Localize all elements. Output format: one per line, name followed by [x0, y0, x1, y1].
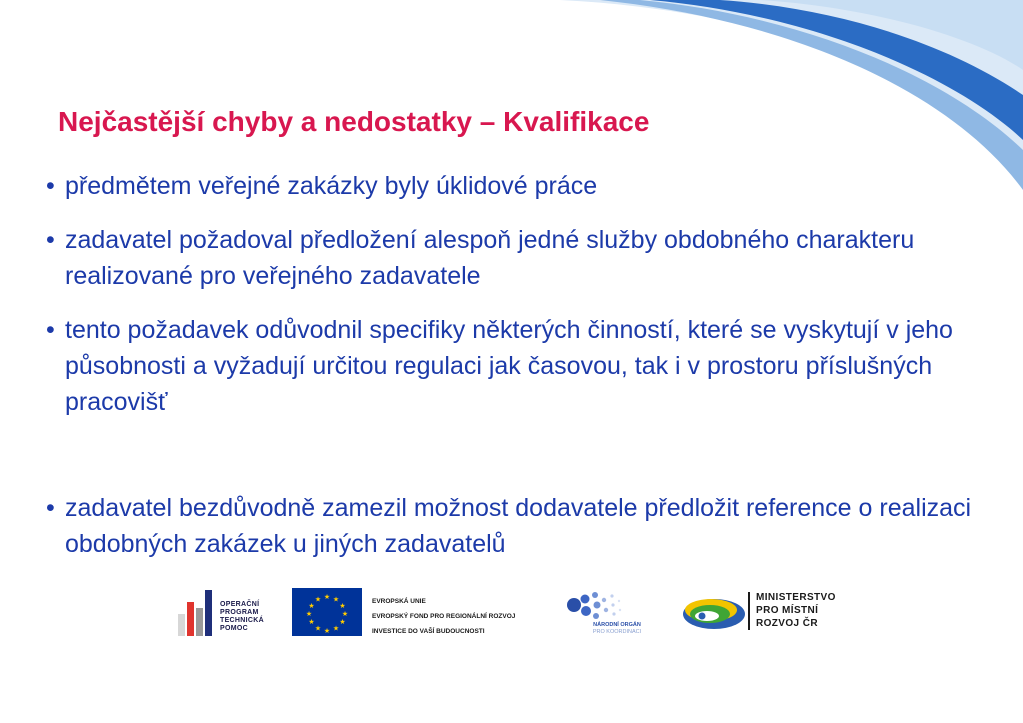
- narodni-organ-subtitle: PRO KOORDINACI: [592, 629, 642, 635]
- bullet-text: předmětem veřejné zakázky byly úklidové práce: [65, 172, 598, 200]
- bullet-text: tento požadavek odůvodnil specifiky některých činností, které se vyskytují v jeho působnosti a vyžadují určitou regulaci jak časovou, tak i v prostoru příslušných pracovišť: [65, 316, 953, 416]
- narodni-organ-title: NÁRODNÍ ORGÁN: [593, 622, 641, 628]
- footer-logos: [0, 580, 1023, 650]
- svg-text:★: ★: [314, 624, 322, 633]
- bullet-item: [44, 222, 1004, 294]
- svg-text:★: ★: [323, 593, 331, 601]
- svg-text:★: ★: [308, 618, 315, 626]
- optp-line: POMOC: [220, 625, 248, 632]
- svg-text:★: ★: [341, 610, 349, 618]
- bullet-item: [44, 168, 1004, 204]
- eu-logo-text: [372, 594, 515, 639]
- optp-logo-icon: [176, 588, 216, 636]
- mmr-divider: [748, 592, 750, 630]
- narodni-organ-logo-icon: [560, 585, 660, 645]
- eu-line: EVROPSKÝ FOND PRO REGIONÁLNÍ ROZVOJ: [372, 613, 516, 620]
- bullet-list: [44, 168, 1004, 580]
- bullet-item: [44, 312, 1004, 420]
- mmr-line: MINISTERSTVO: [756, 592, 836, 603]
- optp-line: TECHNICKÁ: [220, 617, 264, 624]
- slide-title: Nejčastější chyby a nedostatky – Kvalifikace: [58, 106, 650, 137]
- svg-text:★: ★: [305, 610, 313, 618]
- bullet-marker: •: [46, 172, 55, 200]
- mmr-logo-icon: [680, 590, 748, 634]
- bullet-marker: •: [46, 226, 55, 254]
- mmr-logo-text: [756, 591, 836, 630]
- bullet-item: [44, 490, 1004, 562]
- optp-line: PROGRAM: [220, 609, 259, 616]
- bullet-marker: •: [46, 494, 55, 522]
- mmr-line: ROZVOJ ČR: [756, 618, 818, 629]
- svg-text:★: ★: [314, 595, 322, 604]
- optp-logo-text: [220, 601, 264, 633]
- svg-text:★: ★: [332, 595, 340, 604]
- bullet-marker: •: [46, 316, 55, 344]
- eu-line: EVROPSKÁ UNIE: [372, 598, 426, 605]
- narodni-organ-text: [582, 622, 652, 636]
- bullet-text: zadavatel požadoval předložení alespoň jedné služby obdobného charakteru realizované pro veřejného zadavatele: [65, 226, 915, 290]
- svg-text:★: ★: [339, 618, 346, 626]
- bullet-text: zadavatel bezdůvodně zamezil možnost dodavatele předložit reference o realizaci obdobných zakázek u jiných zadavatelů: [65, 494, 972, 558]
- svg-text:★: ★: [308, 602, 315, 610]
- svg-text:★: ★: [323, 627, 331, 635]
- optp-logo: [176, 588, 286, 638]
- svg-text:★: ★: [339, 602, 346, 610]
- svg-text:★: ★: [332, 624, 340, 633]
- eu-line: INVESTICE DO VAŠÍ BUDOUCNOSTI: [372, 628, 485, 635]
- eu-flag-icon: [292, 588, 362, 636]
- mmr-line: PRO MÍSTNÍ: [756, 605, 819, 616]
- optp-line: OPERAČNÍ: [220, 601, 260, 608]
